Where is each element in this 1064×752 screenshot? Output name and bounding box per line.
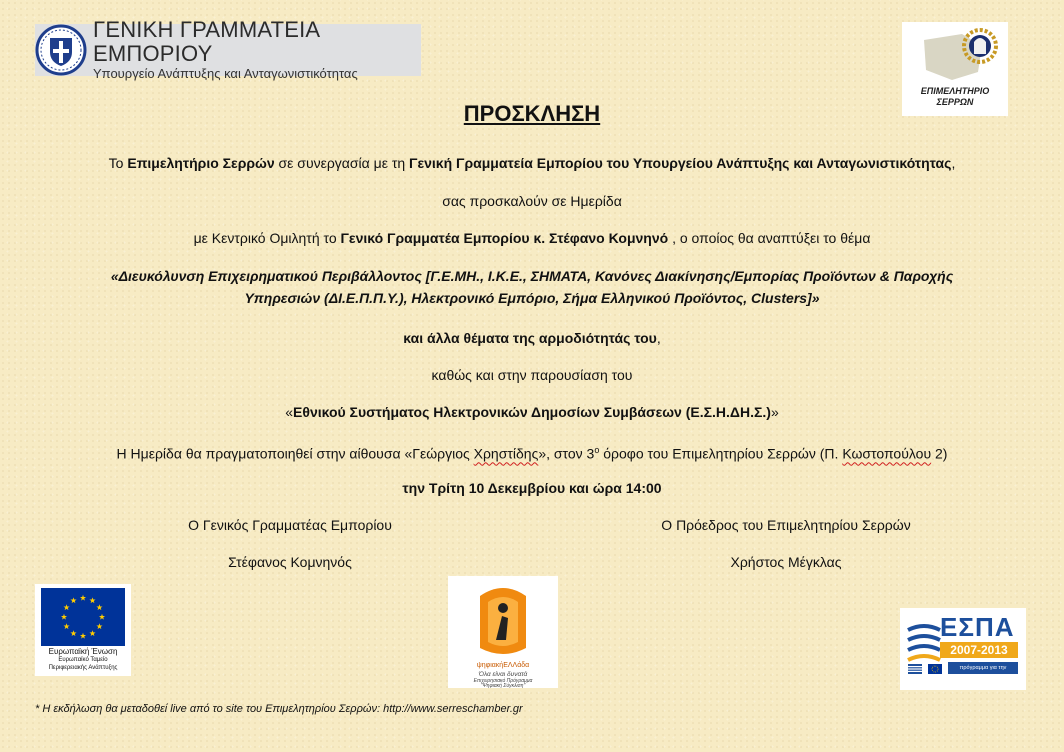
eu-flag-icon [41,588,125,646]
eu-star-icon [89,630,95,636]
digital-greece-line1: ψηφιακήΕΛΛάδα [476,662,530,669]
general-secretariat-commerce-logo [35,17,421,81]
eu-star-icon [80,633,86,639]
logo-subtitle: Υπουργείο Ανάπτυξης και Ανταγωνιστικότητας [93,66,358,81]
body-paragraph-6: καθώς και στην παρουσίαση του [431,367,633,383]
chamber-logo-line1: ΕΠΙΜΕΛΗΤΗΡΙΟ [920,86,990,96]
topic-line-1: «Διευκόλυνση Επιχειρηματικού Περιβάλλοντος [Γ.Ε.ΜΗ., Ι.Κ.Ε., ΣΗΜΑΤΑ, Κανόνες Διακίνησης/Εμπορίας Προϊόντων & Παροχής [110,268,954,284]
eu-star-icon [89,597,95,603]
body-paragraph-3: με Κεντρικό Ομιλητή το Γενικό Γραμματέα Εμπορίου κ. Στέφανο Κομνηνό , ο οποίος θα αναπτύξει το θέμα [193,230,871,246]
eu-star-icon [96,623,102,629]
body-paragraph-5: και άλλα θέματα της αρμοδιότητάς του, [403,330,661,346]
footer-note: * Η εκδήλωση θα μεταδοθεί live από το site του Επιμελητηρίου Σερρών: http://www.serreschamber.gr [35,703,523,715]
digital-greece-line3: Επιχειρησιακό Πρόγραμμα [473,678,533,684]
eu-logo-line1: Ευρωπαϊκή Ένωση [48,647,118,656]
greek-flag-icon [908,664,922,674]
eu-logo-line2: Ευρωπαϊκό Ταμείο [58,657,108,663]
eu-logo-line3: Περιφερειακής Ανάπτυξης [48,665,118,671]
eu-small-flag-icon [928,664,942,674]
greek-coat-of-arms-icon [35,24,87,76]
speaker-name: Γενικό Γραμματέα Εμπορίου κ. Στέφανο Κομνηνό [340,230,669,246]
body-paragraph-7: «Εθνικού Συστήματος Ηλεκτρονικών Δημοσίων Συμβάσεων (Ε.Σ.Η.ΔΗ.Σ.)» [285,404,779,420]
digital-greece-logo [448,576,558,688]
right-signature-role: Ο Πρόεδρος του Επιμελητηρίου Σερρών [661,517,911,533]
venue-line: Η Ημερίδα θα πραγματοποιηθεί στην αίθουσα «Γεώργιος Χρηστίδης», στον $3^o$ όροφο του Επιμελητηρίου Σερρών (Π. Κωστοπούλου 2) [116,445,948,462]
digital-greece-emblem-icon [448,578,558,662]
espa-tagline: πρόγραμμα για την ανάπτυξη [948,662,1018,674]
eu-star-icon [99,614,105,620]
logo-title: ΓΕΝΙΚΗ ΓΡΑΜΜΑΤΕΙΑ ΕΜΠΟΡΙΟΥ [93,17,320,66]
eu-star-icon [64,623,70,629]
chamber-name: Επιμελητήριο Σερρών [127,155,275,171]
eu-star-icon [96,604,102,610]
page-title: ΠΡΟΣΚΛΗΣΗ [463,101,601,126]
eu-star-icon [80,595,86,601]
espa-swoosh-icon [904,618,944,668]
topic-line-2: Υπηρεσιών (ΔΙ.Ε.Π.Π.Υ.), Ηλεκτρονικό Εμπόριο, Σήμα Ελληνικού Προϊόντος, Clusters]» [244,290,820,306]
digital-greece-line2: Όλα είναι δυνατά [478,671,528,678]
eu-logo [35,584,131,676]
eu-star-icon [70,597,76,603]
eshdhs-name: Εθνικού Συστήματος Ηλεκτρονικών Δημοσίων Συμβάσεων (Ε.Σ.Η.ΔΗ.Σ.) [293,404,771,420]
digital-greece-line4: "Ψηφιακή Σύγκλιση" [480,683,526,689]
espa-years: 2007-2013 [940,642,1018,658]
eu-stars-icon [41,588,125,646]
left-signature-name: Στέφανος Κομνηνός [228,554,352,570]
chamber-logo-line2: ΣΕΡΡΩΝ [936,97,974,107]
body-paragraph-2: σας προσκαλούν σε Ημερίδα [442,193,622,209]
eu-star-icon [61,614,67,620]
eu-star-icon [70,630,76,636]
espa-word: ΕΣΠΑ [940,612,1015,642]
date-time-line: την Τρίτη 10 Δεκεμβρίου και ώρα 14:00 [402,480,662,496]
body-paragraph-1: Το Επιμελητήριο Σερρών σε συνεργασία με τη Γενική Γραμματεία Εμπορίου του Υπουργείου Ανάπτυξης και Ανταγωνιστικότητας, [108,155,956,171]
eu-star-icon [64,604,70,610]
chamber-emblem-icon [902,24,1008,94]
secretariat-name: Γενική Γραμματεία Εμπορίου του Υπουργείου Ανάπτυξης και Ανταγωνιστικότητας [409,155,952,171]
left-signature-role: Ο Γενικός Γραμματέας Εμπορίου [188,517,392,533]
espa-logo [900,608,1026,690]
right-signature-name: Χρήστος Μέγκλας [730,554,842,570]
